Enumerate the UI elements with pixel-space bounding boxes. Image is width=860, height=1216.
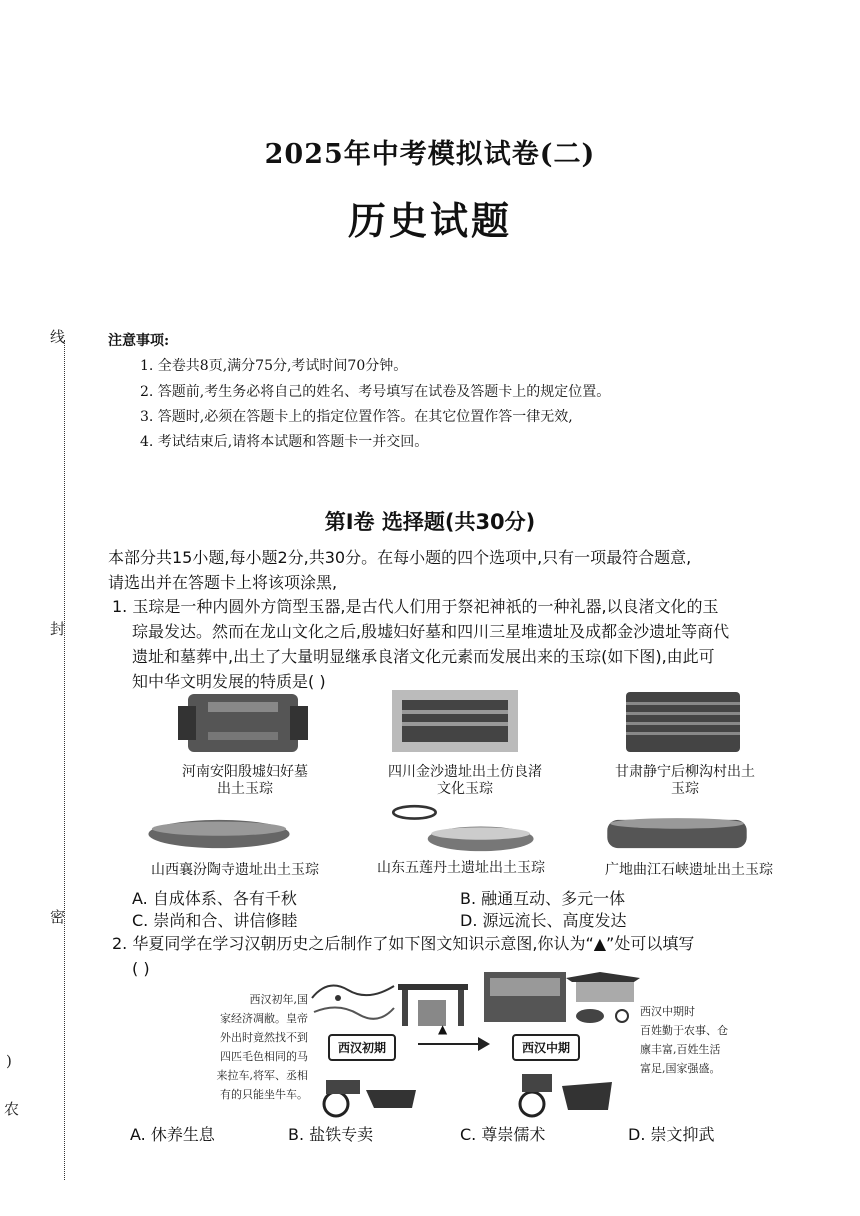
- section-instructions: [108, 545, 798, 595]
- note-item: 2. 答题前,考生务必将自己的姓名、考号填写在试卷及答题卡上的规定位置。: [140, 384, 611, 400]
- binding-line: [64, 340, 65, 1180]
- image-caption-3: [570, 764, 800, 798]
- handwritten-line: 西汉初年,国: [249, 993, 308, 1006]
- note-item: 4. 考试结束后,请将本试题和答题卡一并交回。: [140, 434, 429, 450]
- note-item: 1. 全卷共8页,满分75分,考试时间70分钟。: [140, 358, 408, 374]
- q1-option-d[interactable]: D. 源远流长、高度发达: [460, 911, 627, 930]
- handwritten-line: 百姓勤于农事、仓: [640, 1024, 728, 1037]
- handwritten-line: 家经济凋敝。皇帝: [220, 1012, 308, 1025]
- image-caption-6: 广地曲江石峡遗址出土玉琮: [605, 862, 773, 878]
- caption-line: 四川金沙遗址出土仿良渚: [388, 764, 542, 780]
- timeline-arrow: [418, 1043, 482, 1045]
- q2-option-b[interactable]: B. 盐铁专卖: [288, 1125, 374, 1144]
- handwritten-line: 富足,国家强盛。: [640, 1062, 721, 1075]
- q1-option-b[interactable]: B. 融通互动、多元一体: [460, 889, 626, 908]
- handwritten-line: 外出时竟然找不到: [220, 1031, 308, 1044]
- image-caption-1: [130, 764, 360, 798]
- q1-line: 琮最发达。然而在龙山文化之后,殷墟妇好墓和四川三星堆遗址及成都金沙遗址等商代: [132, 622, 730, 641]
- handwritten-line: 西汉中期时: [640, 1005, 695, 1018]
- jade-cong-image-3: [608, 688, 758, 756]
- caption-line: 文化玉琮: [437, 781, 493, 797]
- binding-mark-class: 农: [4, 1100, 20, 1118]
- jade-cong-image-2: [380, 686, 530, 754]
- handwritten-line: 四匹毛色相同的马: [220, 1050, 308, 1063]
- instruction-line: 请选出并在答题卡上将该项涂黑,: [108, 573, 338, 592]
- jade-cong-image-1: [168, 688, 318, 756]
- horse-carriage-illustration: [508, 1060, 618, 1120]
- q1-line: 1. 玉琮是一种内圆外方筒型玉器,是古代人们用于祭祀神祇的一种礼器,以良渚文化的玉: [112, 597, 719, 616]
- image-caption-4: 山西襄汾陶寺遗址出土玉琮: [151, 862, 319, 878]
- handwritten-line: 有的只能坐牛车。: [220, 1088, 308, 1101]
- binding-mark-seal: 封: [50, 620, 66, 638]
- q2-option-a[interactable]: A. 休养生息: [130, 1125, 215, 1144]
- blank-marker-triangle: ▲: [438, 1022, 448, 1036]
- early-han-village-illustration: [388, 970, 478, 1030]
- subject-title: 历史试题: [347, 198, 512, 243]
- early-han-description: [178, 990, 308, 1104]
- caption-line: 河南安阳殷墟妇好墓: [182, 764, 308, 780]
- q1-option-a[interactable]: A. 自成体系、各有千秋: [132, 889, 297, 908]
- early-han-map-illustration: [308, 968, 398, 1028]
- binding-mark-line: 线: [50, 328, 66, 346]
- jade-cong-image-5: [388, 796, 538, 864]
- q2-option-d[interactable]: D. 崇文抑武: [628, 1125, 715, 1144]
- section-title: 第Ⅰ卷 选择题(共30分): [324, 510, 536, 534]
- handwritten-line: 来拉车,将军、丞相: [216, 1069, 308, 1082]
- instruction-line: 本部分共15小题,每小题2分,共30分。在每小题的四个选项中,只有一项最符合题意,: [108, 548, 692, 567]
- mid-han-farming-illustration: [560, 968, 650, 1028]
- binding-mark-secret: 密: [50, 908, 66, 926]
- mid-han-description: [640, 1002, 760, 1078]
- caption-line: 玉琮: [671, 781, 699, 797]
- caption-line: 出土玉琮: [217, 781, 273, 797]
- notes-heading: 注意事项:: [108, 333, 170, 349]
- q1-line: 知中华文明发展的特质是( ): [132, 672, 326, 691]
- caption-line: 甘肃静宁后柳沟村出土: [615, 764, 755, 780]
- ox-cart-illustration: [316, 1060, 426, 1120]
- q2-line: ( ): [132, 959, 150, 978]
- q2-line: 2. 华夏同学在学习汉朝历史之后制作了如下图文知识示意图,你认为“▲”处可以填写: [112, 934, 695, 953]
- question-1-stem: [112, 594, 802, 694]
- image-caption-2: [350, 764, 580, 798]
- image-caption-5: 山东五莲丹土遗址出土玉琮: [377, 860, 545, 876]
- arrow-head-icon: [478, 1037, 490, 1051]
- jade-cong-image-6: [602, 800, 752, 868]
- note-item: 3. 答题时,必须在答题卡上的指定位置作答。在其它位置作答一律无效,: [140, 409, 573, 425]
- handwritten-line: 廪丰富,百姓生活: [640, 1043, 721, 1056]
- q2-option-c[interactable]: C. 尊崇儒术: [460, 1125, 546, 1144]
- q1-option-c[interactable]: C. 崇尚和合、讲信修睦: [132, 911, 298, 930]
- q1-line: 遗址和墓葬中,出土了大量明显继承良渚文化元素而发展出来的玉琮(如下图),由此可: [132, 647, 715, 666]
- mid-han-badge: 西汉中期: [512, 1034, 580, 1061]
- jade-cong-image-4: [144, 800, 294, 868]
- binding-mark-paren: ): [6, 1052, 12, 1070]
- exam-title: 2025年中考模拟试卷(二): [264, 139, 596, 170]
- early-han-badge: 西汉初期: [328, 1034, 396, 1061]
- mid-han-granary-illustration: [480, 966, 570, 1026]
